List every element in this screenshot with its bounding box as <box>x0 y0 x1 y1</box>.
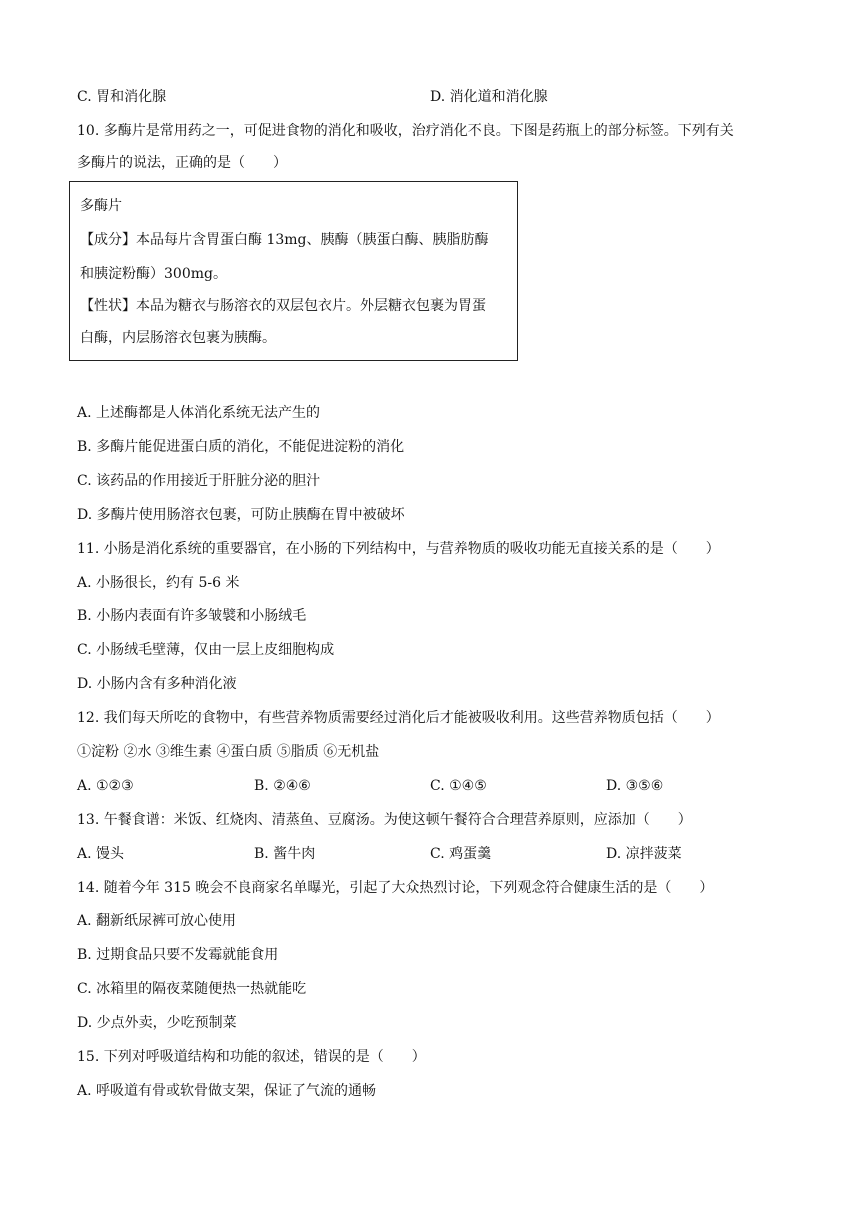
medicine-label-properties: 【性状】本品为糖衣与肠溶衣的双层包衣片。外层糖衣包裹为胃蛋 <box>80 298 486 314</box>
q10-stem-continued: 多酶片的说法，正确的是（ ） <box>77 155 287 171</box>
q13-option-b: B. 酱牛肉 <box>254 846 316 862</box>
q14-option-a: A. 翻新纸尿裤可放心使用 <box>77 913 237 929</box>
q13-option-a: A. 馒头 <box>77 846 125 862</box>
medicine-label-title: 多酶片 <box>80 198 122 214</box>
q10-option-a: A. 上述酶都是人体消化系统无法产生的 <box>77 405 321 421</box>
q9-option-c: C. 胃和消化腺 <box>77 89 167 105</box>
q13-stem: 13. 午餐食谱：米饭、红烧肉、清蒸鱼、豆腐汤。为使这顿午餐符合合理营养原则，应添加（ ） <box>77 812 692 828</box>
q14-stem: 14. 随着今年 315 晚会不良商家名单曝光，引起了大众热烈讨论，下列观念符合健康生活的是（ ） <box>77 880 714 896</box>
medicine-label-box <box>69 181 518 361</box>
q10-stem: 10. 多酶片是常用药之一，可促进食物的消化和吸收，治疗消化不良。下图是药瓶上的部分标签。下列有关 <box>77 123 734 139</box>
q11-option-a: A. 小肠很长，约有 5-6 米 <box>77 575 240 591</box>
q9-option-d: D. 消化道和消化腺 <box>430 89 548 105</box>
q13-option-c: C. 鸡蛋羹 <box>430 846 492 862</box>
medicine-label-properties-continued: 白酶，内层肠溶衣包裹为胰酶。 <box>80 330 276 346</box>
q14-option-b: B. 过期食品只要不发霉就能食用 <box>77 947 279 963</box>
q11-option-d: D. 小肠内含有多种消化液 <box>77 676 237 692</box>
q12-items: ①淀粉 ②水 ③维生素 ④蛋白质 ⑤脂质 ⑥无机盐 <box>77 744 380 760</box>
q15-stem: 15. 下列对呼吸道结构和功能的叙述，错误的是（ ） <box>77 1049 426 1065</box>
medicine-label-ingredients: 【成分】本品每片含胃蛋白酶 13mg、胰酶（胰蛋白酶、胰脂肪酶 <box>80 232 489 248</box>
q15-option-a: A. 呼吸道有骨或软骨做支架，保证了气流的通畅 <box>77 1083 377 1099</box>
q10-option-d: D. 多酶片使用肠溶衣包裹，可防止胰酶在胃中被破坏 <box>77 507 405 523</box>
q11-option-c: C. 小肠绒毛壁薄，仅由一层上皮细胞构成 <box>77 642 335 658</box>
q10-option-b: B. 多酶片能促进蛋白质的消化，不能促进淀粉的消化 <box>77 439 405 455</box>
medicine-label-ingredients-continued: 和胰淀粉酶）300mg。 <box>80 266 227 282</box>
q12-option-b: B. ②④⑥ <box>254 778 311 794</box>
q12-stem: 12. 我们每天所吃的食物中，有些营养物质需要经过消化后才能被吸收利用。这些营养物质包括（ ） <box>77 710 720 726</box>
q14-option-d: D. 少点外卖，少吃预制菜 <box>77 1015 237 1031</box>
q12-option-d: D. ③⑤⑥ <box>606 778 664 794</box>
q13-option-d: D. 凉拌菠菜 <box>606 846 682 862</box>
q10-option-c: C. 该药品的作用接近于肝脏分泌的胆汁 <box>77 473 321 489</box>
q11-option-b: B. 小肠内表面有许多皱襞和小肠绒毛 <box>77 608 307 624</box>
q12-option-c: C. ①④⑤ <box>430 778 487 794</box>
q12-option-a: A. ①②③ <box>77 778 134 794</box>
q11-stem: 11. 小肠是消化系统的重要器官，在小肠的下列结构中，与营养物质的吸收功能无直接关系的是（ ） <box>77 541 720 557</box>
q14-option-c: C. 冰箱里的隔夜菜随便热一热就能吃 <box>77 981 307 997</box>
